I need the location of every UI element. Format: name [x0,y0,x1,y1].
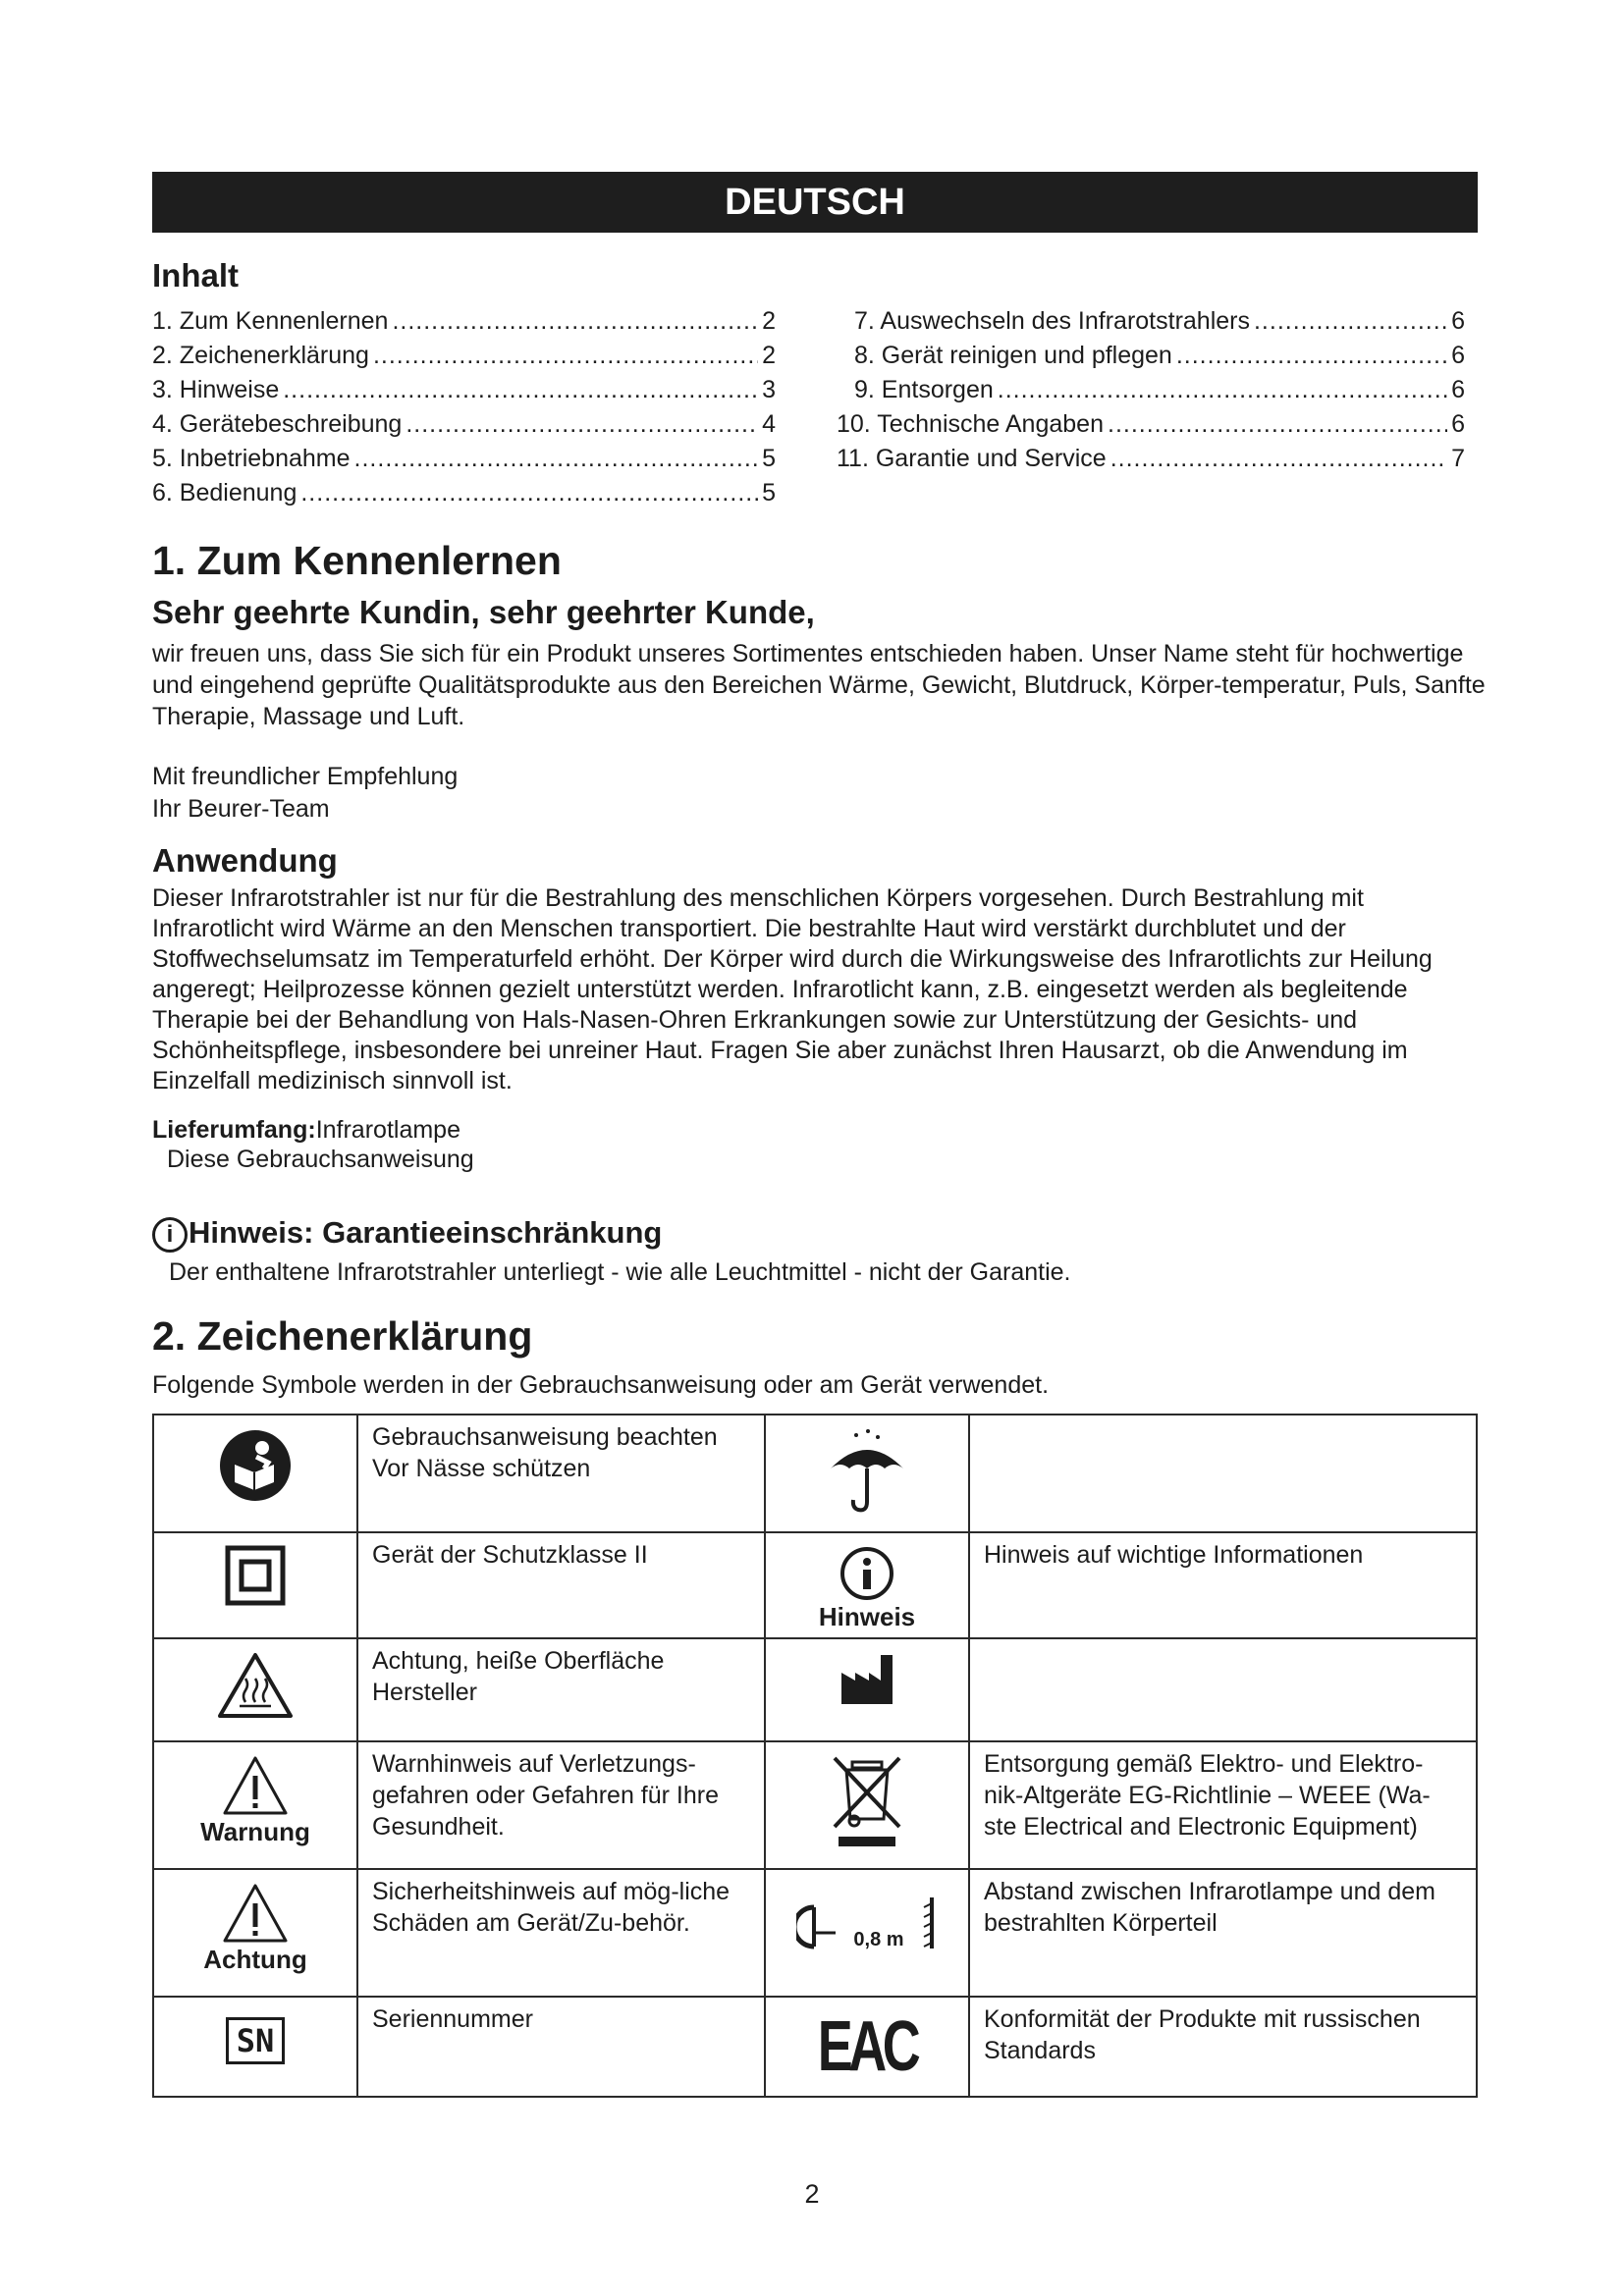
toc-entry[interactable]: 4. Gerätebeschreibung ..... 4 [152,407,776,442]
weee-bin-icon [829,1754,905,1848]
toc-entry[interactable]: 7. Auswechseln des Infrarotstrahlers ..... 6 [837,304,1465,339]
toc-right-column [837,304,1465,476]
symbol-cell [153,1869,357,1997]
symbol-text: Seriennummer [357,1997,765,2097]
language-header: DEUTSCH [152,172,1478,233]
symbol-text: Gerät der Schutzklasse II [357,1532,765,1638]
info-circle-icon [839,1545,895,1602]
symbol-text: Konformität der Produkte mit russischen Standards [969,1997,1477,2097]
greeting-heading: Sehr geehrte Kundin, sehr geehrter Kunde, [152,594,815,630]
symbol-cell [765,1741,969,1869]
toc-entry[interactable]: 5. Inbetriebnahme ..... 5 [152,442,776,476]
eac-icon: EAC [817,2007,917,2086]
toc-heading: Inhalt [152,257,239,294]
umbrella-icon [823,1427,911,1516]
delivery-scope [152,1114,1488,1146]
toc-entry[interactable]: 1. Zum Kennenlernen ..... 2 [152,304,776,339]
symbol-text [969,1415,1477,1532]
closing-line-1: Mit freundlicher Empfehlung [152,763,459,790]
symbol-text: Achtung, heiße Oberfläche Hersteller [357,1638,765,1741]
distance-icon [796,1901,836,1950]
table-row [153,1532,1477,1638]
read-manual-icon [217,1427,294,1504]
hot-surface-icon [216,1651,295,1720]
toc-left-column [152,304,776,510]
toc-entry[interactable]: 10. Technische Angaben ..... 6 [837,407,1465,442]
symbol-cell [153,1638,357,1741]
warning-triangle-icon [221,1754,290,1817]
symbol-table [152,1414,1478,2098]
toc-entry[interactable]: 9. Entsorgen ..... 6 [837,373,1465,407]
symbol-text: Hinweis auf wichtige Informationen [969,1532,1477,1638]
table-row [153,1638,1477,1741]
symbol-cell [765,1869,969,1997]
delivery-item: Diese Gebrauchsanweisung [167,1146,474,1173]
distance-label: 0,8 m [853,1929,904,1950]
notice-text: Der enthaltene Infrarotstrahler unterliegt - wie alle Leuchtmittel - nicht der Garantie. [169,1258,1071,1286]
section2-heading: 2. Zeichenerklärung [152,1313,533,1359]
notice-heading: Hinweis: Garantieeinschränkung [189,1215,663,1250]
body-surface-icon [922,1896,938,1950]
symbol-cell [153,1415,357,1532]
symbol-cell [153,1532,357,1638]
toc-entry[interactable]: 3. Hinweise ..... 3 [152,373,776,407]
table-row [153,1415,1477,1532]
symbol-cell [153,1741,357,1869]
usage-heading: Anwendung [152,842,338,879]
symbol-label: Hinweis [818,1602,916,1631]
closing-line-2: Ihr Beurer-Team [152,795,330,823]
symbol-text: Entsorgung gemäß Elektro- und Elektro-nik-Altgeräte EG-Richtlinie – WEEE (Wa-ste Electrical and Electronic Equipment) [969,1741,1477,1869]
table-row [153,1741,1477,1869]
symbol-cell [765,1415,969,1532]
symbol-text: Abstand zwischen Infrarotlampe und dem bestrahlten Körperteil [969,1869,1477,1997]
intro-paragraph: wir freuen uns, dass Sie sich für ein Produkt unseres Sortimentes entschieden haben. Unser Name steht für hochwertige und eingehend geprüfte Qualitätsprodukte aus den Bereichen Wärme, Gewicht, Blutdruck, Körper-temperatur, Puls, Sanfte Therapie, Massage und Luft. [152,640,1486,730]
symbol-cell [765,1532,969,1638]
toc-entry[interactable]: 2. Zeichenerklärung ..... 2 [152,339,776,373]
distance-symbol [780,1890,954,1950]
symbol-text: Gebrauchsanweisung beachten Vor Nässe schützen [357,1415,765,1532]
symbol-text: Sicherheitshinweis auf mög-liche Schäden am Gerät/Zu-behör. [357,1869,765,1997]
symbol-cell [153,1997,357,2097]
symbol-cell [765,1638,969,1741]
protection-class-ii-icon [225,1545,286,1606]
symbol-cell [765,1997,969,2097]
table-row [153,1869,1477,1997]
delivery-item: Infrarotlampe [315,1116,460,1144]
symbol-text [969,1638,1477,1741]
manufacturer-icon [838,1651,896,1706]
section1-heading: 1. Zum Kennenlernen [152,538,562,583]
usage-paragraph: Dieser Infrarotstrahler ist nur für die Bestrahlung des menschlichen Körpers vorgesehen. Durch Bestrahlung mit Infrarotlicht wird Wärme an den Menschen transportiert. Die bestrahlte Haut wird verstärkt durchblutet und der Stoffwechselumsatz im Temperaturfeld erhöht. Der Körper wird durch die Wirkungsweise des Infrarotlichts zur Heilung angeregt; Heilprozesse können gezielt unterstützt werden. Infrarotlicht kann, z.B. eingesetzt werden als begleitende Therapie bei der Behandlung von Hals-Nasen-Ohren Erkrankungen sowie zur Unterstützung der Gesichts- und Schönheitspflege, insbesondere bei unreiner Haut. Fragen Sie aber zunächst Ihren Hausarzt, ob die Anwendung im Einzelfall medizinisch sinnvoll ist. [152,884,1433,1095]
section2-intro: Folgende Symbole werden in der Gebrauchsanweisung oder am Gerät verwendet. [152,1371,1050,1399]
table-row [153,1997,1477,2097]
symbol-label: Achtung [203,1945,307,1974]
serial-number-icon: SN [226,2017,286,2064]
page-number: 2 [804,2179,820,2209]
symbol-text: Warnhinweis auf Verletzungs-gefahren oder Gefahren für Ihre Gesundheit. [357,1741,765,1869]
caution-triangle-icon [221,1882,290,1945]
toc-entry[interactable]: 8. Gerät reinigen und pflegen ..... 6 [837,339,1465,373]
delivery-label: Lieferumfang: [152,1116,316,1144]
symbol-label: Warnung [200,1817,310,1846]
toc-entry[interactable]: 11. Garantie und Service ..... 7 [837,442,1465,476]
toc-entry[interactable]: 6. Bedienung ..... 5 [152,476,776,510]
info-circle-icon: i [152,1217,188,1253]
